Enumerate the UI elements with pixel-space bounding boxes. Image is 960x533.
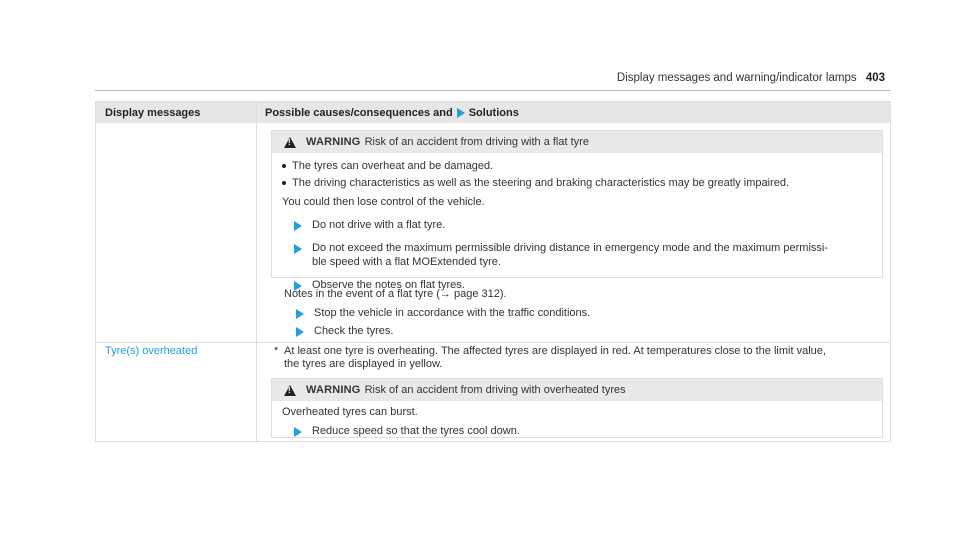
- arrow-right-icon: [294, 427, 302, 437]
- step-text: Do not drive with a flat tyre.: [312, 219, 446, 231]
- bullet-text: The driving characteristics as well as the steering and braking characteristics may be greatly impaired.: [292, 177, 790, 189]
- row-divider: [96, 342, 890, 343]
- page-number: 403: [865, 72, 885, 84]
- warning-text: Overheated tyres can burst.: [282, 406, 418, 418]
- col-header-solutions-label: Solutions: [468, 107, 519, 119]
- warning-box-overheated-tyres: [271, 378, 883, 438]
- bullet-dot: [282, 164, 286, 168]
- arrow-right-icon: [294, 221, 302, 231]
- arrow-right-icon: [457, 108, 465, 118]
- running-head: [617, 72, 885, 84]
- step-text: Reduce speed so that the tyres cool down.: [312, 425, 520, 437]
- step-text: Stop the vehicle in accordance with the traffic conditions.: [314, 307, 591, 319]
- arrow-right-icon: [296, 309, 304, 319]
- arrow-right-icon: [296, 327, 304, 337]
- arrow-right-icon: [294, 244, 302, 254]
- warning-title-bar: [272, 131, 882, 153]
- cause-text-line2: the tyres are displayed in yellow.: [284, 358, 443, 370]
- warning-keyword: WARNING: [306, 384, 361, 396]
- column-divider: [256, 102, 257, 441]
- warning-title: Risk of an accident from driving with overheated tyres: [364, 384, 626, 396]
- col-header-causes-solutions: [265, 107, 519, 119]
- messages-table: [95, 101, 891, 442]
- cause-text-line1: At least one tyre is overheating. The affected tyres are displayed in red. At temperatures close to the limit value,: [284, 345, 826, 357]
- warning-title-bar: [272, 379, 882, 401]
- step-text: Observe the notes on flat tyres.: [312, 279, 465, 291]
- header-rule: [95, 90, 891, 91]
- step-text-continued: ble speed with a flat MOExtended tyre.: [312, 256, 501, 268]
- bullet-dot: [282, 181, 286, 185]
- warning-title: Risk of an accident from driving with a flat tyre: [364, 136, 589, 148]
- consequence-text: You could then lose control of the vehicle.: [282, 196, 485, 208]
- step-text: Do not exceed the maximum permissible driving distance in emergency mode and the maximum permissi-: [312, 242, 828, 254]
- warning-box-flat-tyre: [271, 130, 883, 291]
- display-message-tyre-overheated: Tyre(s) overheated: [105, 345, 198, 357]
- col-header-causes-label: Possible causes/consequences and: [265, 107, 453, 119]
- warning-triangle-icon: [284, 385, 296, 396]
- step-text: Check the tyres.: [314, 325, 394, 337]
- table-header: [96, 102, 890, 123]
- col-header-display-messages: Display messages: [105, 107, 201, 119]
- flat-tyre-note: Notes in the event of a flat tyre (→ page 312).: [284, 288, 507, 300]
- warning-keyword: WARNING: [306, 136, 361, 148]
- asterisk-marker: *: [274, 345, 279, 357]
- warning-triangle-icon: [284, 137, 296, 148]
- running-head-title: Display messages and warning/indicator lamps: [616, 72, 857, 84]
- bullet-text: The tyres can overheat and be damaged.: [292, 160, 494, 172]
